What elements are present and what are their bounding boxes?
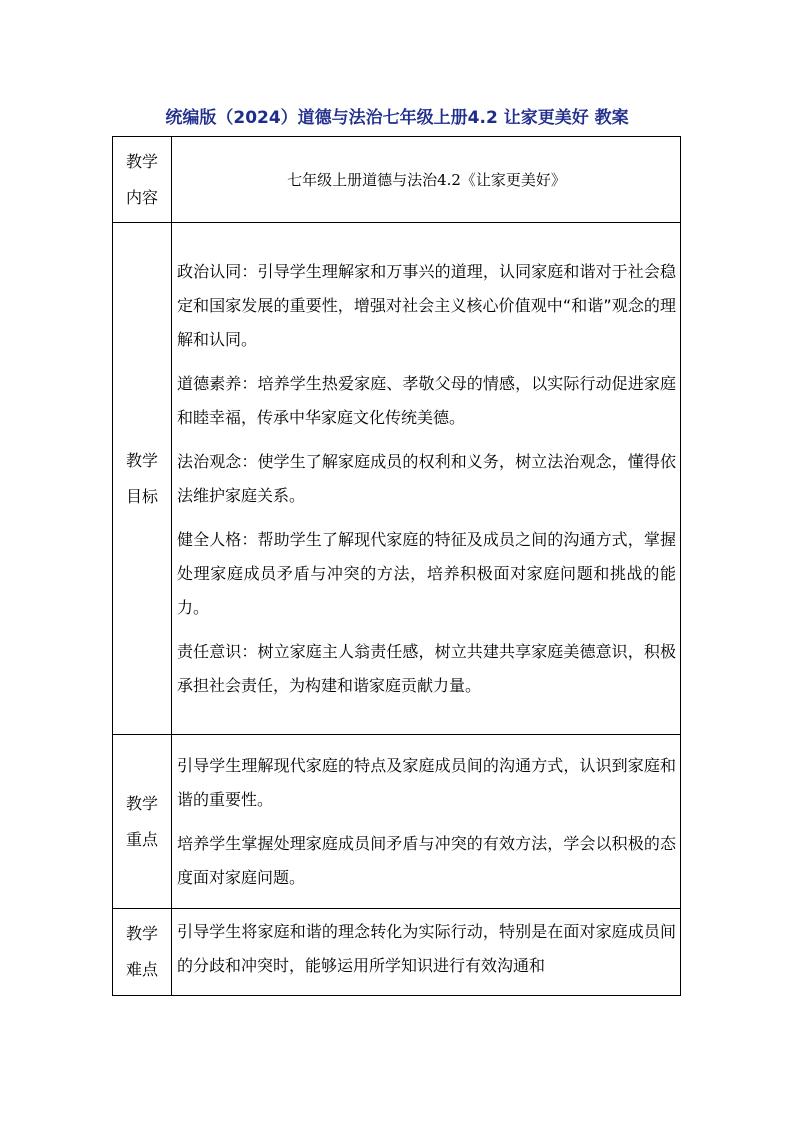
row-label-line: 教学 [125, 924, 158, 943]
key-point-paragraph: 引导学生理解现代家庭的特点及家庭成员间的沟通方式，认识到家庭和谐的重要性。 [177, 755, 676, 809]
row-label-difficult-points [113, 909, 172, 996]
goal-sense-of-responsibility: 责任意识：树立家庭主人翁责任感，树立共建共享家庭美德意识，积极承担社会责任，为构建和谐家庭贡献力量。 [177, 641, 676, 695]
row-label-line: 重点 [125, 829, 158, 849]
difficult-points-cell [172, 909, 681, 996]
table-row-teaching-goals [113, 223, 681, 735]
table-row-key-points [113, 735, 681, 909]
row-label-line: 目标 [125, 486, 158, 506]
goal-sound-personality: 健全人格：帮助学生了解现代家庭的特征及成员之间的沟通方式，掌握处理家庭成员矛盾与冲突的方法，培养积极面对家庭问题和挑战的能力。 [177, 529, 676, 617]
document-title: 统编版（2024）道德与法治七年级上册4.2 让家更美好 教案 [165, 108, 629, 128]
row-label-line: 难点 [125, 960, 158, 979]
lesson-plan-table [112, 136, 681, 996]
teaching-content-cell [172, 137, 681, 223]
table-row-teaching-content [113, 137, 681, 223]
key-point-paragraph: 培养学生掌握处理家庭成员间矛盾与冲突的有效方法，学会以积极的态度面对家庭问题。 [177, 833, 676, 887]
row-label-line: 教学 [125, 450, 158, 470]
goal-rule-of-law: 法治观念：使学生了解家庭成员的权利和义务，树立法治观念，懂得依法维护家庭关系。 [177, 451, 676, 505]
goal-political-identity: 政治认同：引导学生理解家和万事兴的道理，认同家庭和谐对于社会稳定和国家发展的重要性，增强对社会主义核心价值观中“和谐”观念的理解和认同。 [177, 261, 676, 349]
row-label-line: 教学 [125, 793, 158, 813]
goal-moral-quality: 道德素养：培养学生热爱家庭、孝敬父母的情感，以实际行动促进家庭和睦幸福，传承中华家庭文化传统美德。 [177, 373, 676, 427]
teaching-content-text: 七年级上册道德与法治4.2《让家更美好》 [287, 170, 566, 189]
key-points-cell [172, 735, 681, 909]
table-row-difficult-points [113, 909, 681, 996]
difficult-points-clip [177, 915, 676, 989]
row-label-line: 教学 [125, 151, 158, 171]
teaching-goals-cell [172, 223, 681, 735]
row-label-key-points [113, 735, 172, 909]
row-label-line: 内容 [125, 187, 158, 207]
difficult-point-paragraph: 引导学生将家庭和谐的理念转化为实际行动，特别是在面对家庭成员间的分歧和冲突时，能够运用所学知识进行有效沟通和 [177, 922, 676, 975]
row-label-teaching-content [113, 137, 172, 223]
row-label-teaching-goals [113, 223, 172, 735]
